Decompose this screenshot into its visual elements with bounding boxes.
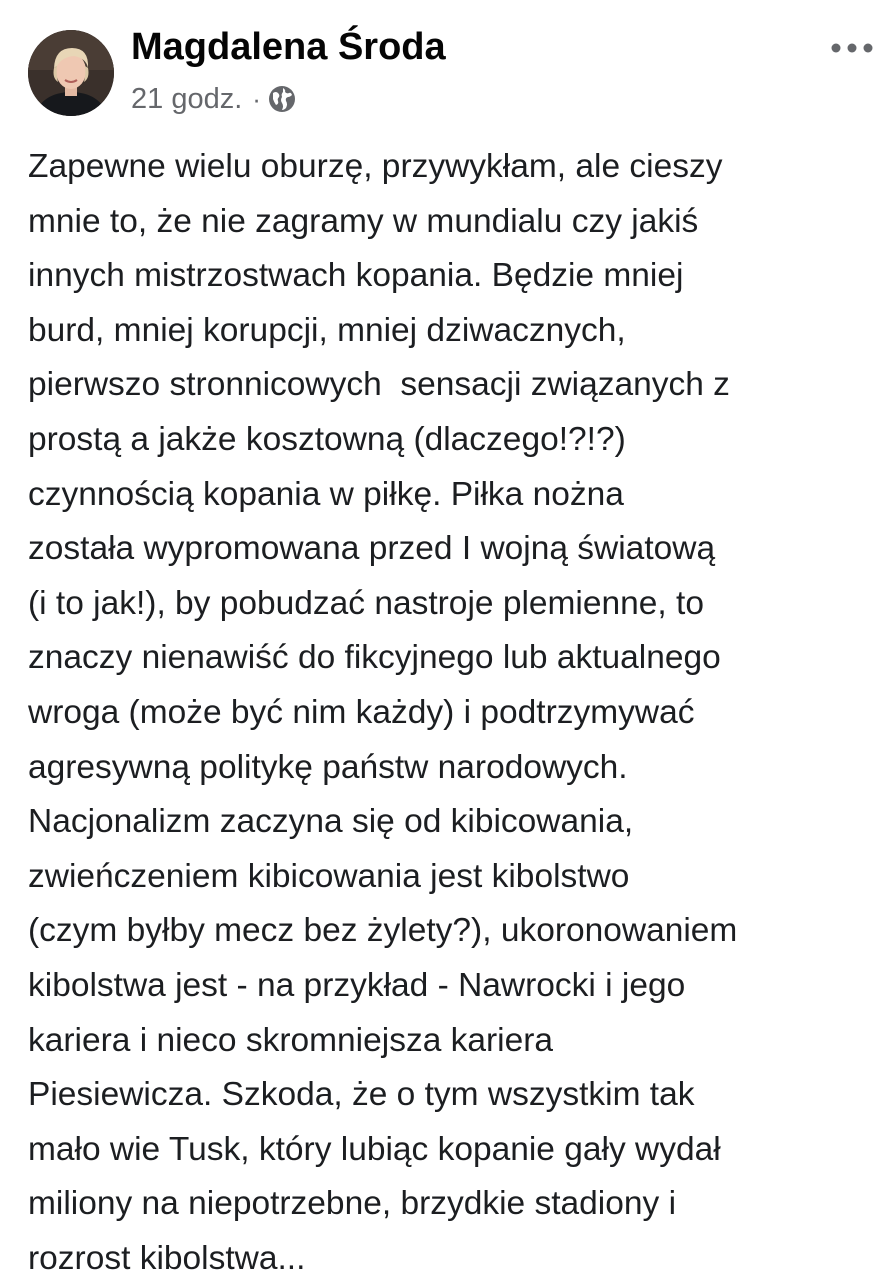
post-text-line: zwieńczeniem kibicowania jest kibolstwo [28, 857, 630, 895]
meta-separator: · [252, 83, 261, 114]
post-text-line: (czym byłby mecz bez żylety?), ukoronowaniem [28, 912, 738, 950]
post-text-line: innych mistrzostwach kopania. Będzie mniej [28, 257, 684, 295]
post-text-line: czynnością kopania w piłkę. Piłka nożna [28, 475, 624, 513]
author-name[interactable]: Magdalena Środa [131, 26, 446, 68]
post-text-line: Nacjonalizm zaczyna się od kibicowania, [28, 803, 634, 841]
post-timestamp[interactable]: 21 godz. [131, 82, 243, 115]
post-text-line: pierwszo stronnicowych sensacji związanych z [28, 366, 730, 404]
post-body-text [28, 140, 880, 1286]
post-text-line: burd, mniej korupcji, mniej dziwacznych, [28, 311, 626, 349]
post-text-line: mało wie Tusk, który lubiąc kopanie gały wydał [28, 1130, 721, 1168]
post-text-line: Zapewne wielu oburzę, przywykłam, ale cieszy [28, 148, 723, 185]
post-meta [131, 80, 297, 118]
more-options-button[interactable] [828, 30, 876, 66]
post-text-line: kibolstwa jest - na przykład - Nawrocki i jego [28, 966, 686, 1004]
globe-icon[interactable] [267, 84, 297, 114]
post-text-line: kariera i nieco skromniejsza kariera [28, 1021, 554, 1059]
post-text-line: rozrost kibolstwa... [28, 1239, 306, 1277]
post-text-line: została wypromowana przed I wojną światową [28, 530, 716, 568]
post-text-line: wroga (może być nim każdy) i podtrzymywać [28, 693, 695, 731]
post-text-line: znaczy nienawiść do fikcyjnego lub aktualnego [28, 639, 721, 677]
post-text-line: mnie to, że nie zagramy w mundialu czy jakiś [28, 202, 699, 240]
post-text-line: (i to jak!), by pobudzać nastroje plemienne, to [28, 584, 704, 622]
post-text-line: prostą a jakże kosztowną (dlaczego!?!?) [28, 420, 626, 458]
more-horizontal-icon [828, 42, 876, 54]
post-text-line: Piesiewicza. Szkoda, że o tym wszystkim tak [28, 1076, 695, 1114]
avatar-photo [28, 30, 114, 116]
author-avatar[interactable] [28, 30, 114, 116]
post-text-line: miliony na niepotrzebne, brzydkie stadiony i [28, 1185, 677, 1223]
post-text-line: agresywną politykę państw narodowych. [28, 748, 628, 786]
